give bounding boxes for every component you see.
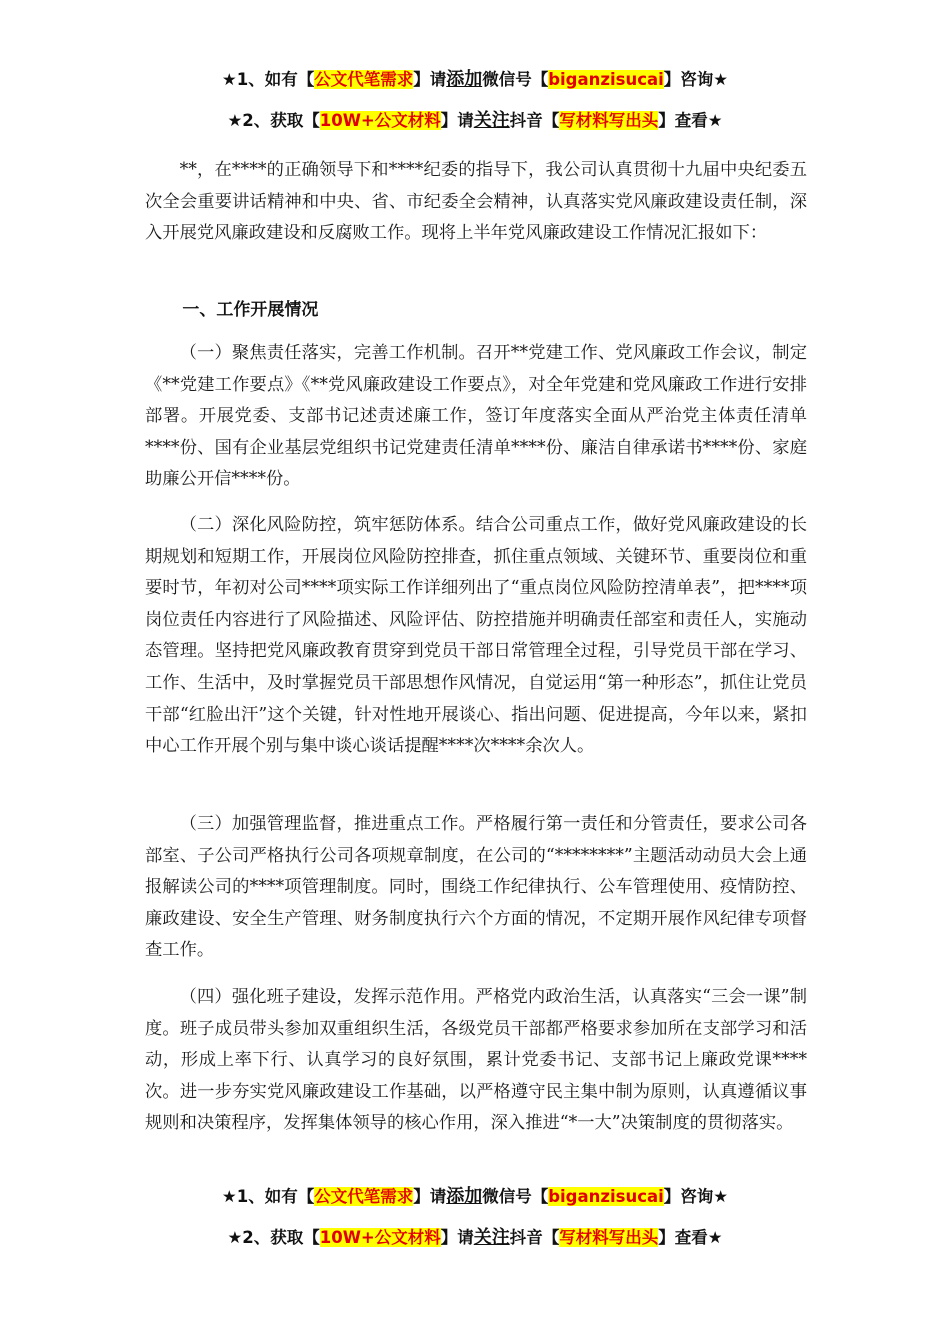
banner-text: 微信号【	[482, 70, 549, 89]
paragraph-3: （三）加强管理监督，推进重点工作。严格履行第一责任和分管责任，要求公司各部室、子公司严格执行公司各项规章制度，在公司的“********”主题活动动员大会上通报解读公司的****项管理制度。同时，围绕工作纪律执行、公车管理使用、疫情防控、廉政建设、安全生产管理、财务制度执行六个方面的情况，不定期开展作风纪律专项督查工作。	[145, 814, 807, 961]
banner-text: 】请	[440, 1228, 474, 1247]
highlight-text: 公文代笔需求	[314, 70, 414, 89]
highlight-text: 10W+公文材料	[319, 1228, 441, 1247]
highlight-text: biganzisucai	[548, 1187, 664, 1206]
highlight-text: 10W+公文材料	[319, 111, 441, 130]
banner-text: 微信号【	[482, 1187, 549, 1206]
banner-text: ★2、获取【	[227, 1228, 320, 1247]
paragraph-4: （四）强化班子建设，发挥示范作用。严格党内政治生活，认真落实“三会一课”制度。班子成员带头参加双重组织生活，各级党员干部都严格要求参加所在支部学习和活动，形成上率下行、认真学习的良好氛围，累计党委书记、支部书记上廉政党课****次。进一步夯实党风廉政建设工作基础，以严格遵守民主集中制为原则，认真遵循议事规则和决策程序，发挥集体领导的核心作用，深入推进“*一大”决策制度的贯彻落实。	[145, 987, 807, 1134]
promo-banner-bottom-line2	[0, 1226, 950, 1250]
highlight-text: 写材料写出头	[559, 111, 659, 130]
underlined-text: 关注	[473, 1227, 510, 1248]
intro-paragraph: **，在****的正确领导下和****纪委的指导下，我公司认真贯彻十九届中央纪委五次全会重要讲话精神和中央、省、市纪委全会精神，认真落实党风廉政建设责任制，深入开展党风廉政建设和反腐败工作。现将上半年党风廉政建设工作情况汇报如下：	[145, 160, 807, 244]
highlight-text: 公文代笔需求	[314, 1187, 414, 1206]
banner-text: 】查看★	[658, 1228, 723, 1247]
underlined-text: 添加	[446, 69, 483, 90]
promo-banner-bottom-line1	[0, 1185, 950, 1209]
highlight-text: biganzisucai	[548, 70, 664, 89]
paragraph-2: （二）深化风险防控，筑牢惩防体系。结合公司重点工作，做好党风廉政建设的长期规划和短期工作，开展岗位风险防控排查，抓住重点领域、关键环节、重要岗位和重要时节，年初对公司****项实际工作详细列出了“重点岗位风险防控清单表”，把****项岗位责任内容进行了风险描述、风险评估、防控措施并明确责任部室和责任人，实施动态管理。坚持把党风廉政教育贯穿到党员干部日常管理全过程，引导党员干部在学习、工作、生活中，及时掌握党员干部思想作风情况，自觉运用“第一种形态”，抓住让党员干部“红脸出汗”这个关键，针对性地开展谈心、指出问题、促进提高，今年以来，紧扣中心工作开展个别与集中谈心谈话提醒****次****余次人。	[145, 515, 807, 757]
section-heading: 一、工作开展情况	[182, 300, 319, 320]
banner-text: 抖音【	[509, 1228, 560, 1247]
banner-text: 】请	[440, 111, 474, 130]
underlined-text: 添加	[446, 1186, 483, 1207]
banner-text: 】咨询★	[663, 1187, 729, 1206]
banner-text: 抖音【	[509, 111, 560, 130]
banner-text: 】请	[413, 1187, 447, 1206]
highlight-text: 写材料写出头	[559, 1228, 659, 1247]
promo-banner-top-line2	[0, 109, 950, 133]
promo-banner-top-line1	[0, 68, 950, 92]
banner-text: 】请	[413, 70, 447, 89]
banner-text: 】查看★	[658, 111, 723, 130]
banner-text: 】咨询★	[663, 70, 729, 89]
underlined-text: 关注	[473, 110, 510, 131]
banner-text: ★2、获取【	[227, 111, 320, 130]
banner-text: ★1、如有【	[221, 70, 315, 89]
paragraph-1: （一）聚焦责任落实，完善工作机制。召开**党建工作、党风廉政工作会议，制定《**党建工作要点》《**党风廉政建设工作要点》，对全年党建和党风廉政工作进行安排部署。开展党委、支部书记述责述廉工作，签订年度落实全面从严治党主体责任清单****份、国有企业基层党组织书记党建责任清单****份、廉洁自律承诺书****份、家庭助廉公开信****份。	[145, 343, 807, 490]
banner-text: ★1、如有【	[221, 1187, 315, 1206]
